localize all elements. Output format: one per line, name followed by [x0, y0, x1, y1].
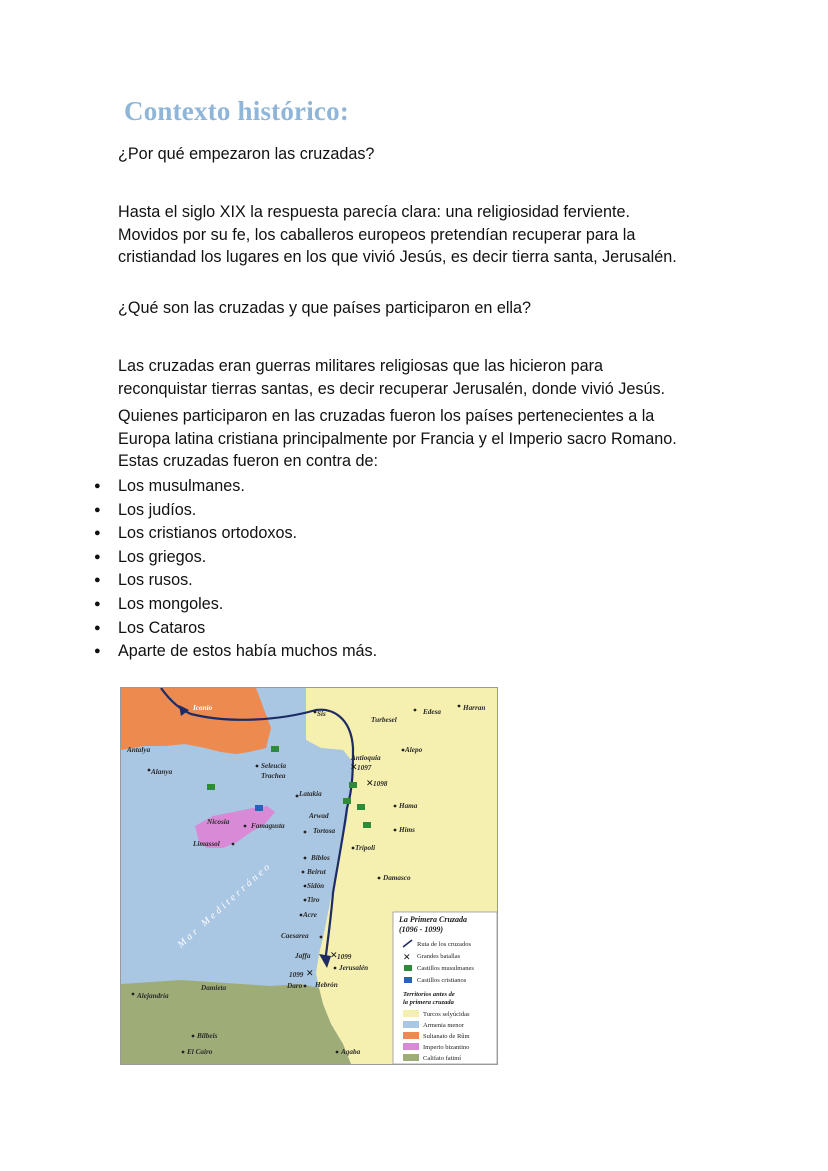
legend-swatch-rum	[403, 1032, 419, 1039]
battle-x-icon: ✕	[403, 953, 411, 963]
place-antalya: Antalya	[127, 746, 151, 754]
city-dot	[148, 769, 151, 772]
city-dot	[394, 829, 397, 832]
list-item-text: Los Cataros	[118, 618, 206, 637]
legend-swatch-byzantine	[403, 1043, 419, 1050]
muslim-castle-icon	[343, 798, 351, 804]
bullet-icon: ●	[94, 527, 101, 540]
muslim-castle-icon	[271, 746, 279, 752]
text-line: Hasta el siglo XIX la respuesta parecía clara: una religiosidad ferviente.	[118, 203, 630, 221]
place-seleucia-trachea: Trachea	[261, 772, 286, 780]
place-seleucia: Seleucia	[261, 762, 287, 770]
place-damasco: Damasco	[383, 874, 411, 882]
place-limassol: Limassol	[193, 840, 220, 848]
answer-what-crusades	[118, 355, 738, 400]
legend-box	[393, 912, 497, 1064]
place-jerusalen: Jerusalén	[339, 964, 369, 972]
place-sidon: Sidón	[307, 882, 325, 890]
battle-x-icon: ✕	[330, 951, 338, 961]
muslim-castle-icon	[357, 804, 365, 810]
place-harran: Harran	[463, 704, 486, 712]
legend-swatch-armenia	[403, 1021, 419, 1028]
place-bilbeis: Bilbeis	[197, 1032, 218, 1040]
bullet-icon: ●	[94, 503, 101, 516]
place-latakia: Latakia	[299, 790, 322, 798]
battle-x-icon: ✕	[366, 779, 374, 789]
text-line: Las cruzadas eran guerras militares religiosas que las hicieron para	[118, 357, 603, 375]
list-item	[94, 640, 377, 664]
legend-swatch-seljuk	[403, 1010, 419, 1017]
muslim-castle-icon	[404, 965, 412, 971]
city-dot	[414, 709, 417, 712]
place-tortosa: Tortosa	[313, 827, 336, 835]
city-dot	[394, 805, 397, 808]
enemies-list	[94, 475, 377, 664]
place-jaffa: Jaffa	[295, 952, 311, 960]
city-dot	[244, 825, 247, 828]
list-item	[94, 475, 377, 499]
bullet-icon: ●	[94, 645, 101, 658]
list-item-text: Los griegos.	[118, 547, 207, 566]
muslim-castle-icon	[349, 782, 357, 788]
place-iconio: Iconio	[193, 704, 213, 712]
battle-year-1099: 1099	[337, 953, 352, 961]
answer-participants	[118, 405, 738, 473]
bullet-icon: ●	[94, 621, 101, 634]
city-dot	[378, 877, 381, 880]
place-tripoli: Trípoli	[355, 844, 376, 852]
place-turbesel: Turbesel	[371, 716, 397, 724]
place-antioquia: Antioquia	[351, 754, 381, 762]
place-beirut: Beirut	[307, 868, 326, 876]
place-arwad: Arwad	[309, 812, 329, 820]
legend-battles: Grandes batallas	[417, 953, 461, 960]
place-sis: Sis	[317, 710, 326, 718]
legend-muslim-castles: Castillos musulmanes	[417, 965, 474, 972]
list-item-text: Los cristianos ortodoxos.	[118, 524, 298, 543]
legend-byzantine: Imperio bizantino	[423, 1044, 470, 1051]
text-line: reconquistar tierras santas, es decir recuperar Jerusalén, donde vivió Jesús.	[118, 379, 666, 398]
battle-x-icon: ✕	[306, 969, 314, 979]
battle-year-1099: 1099	[289, 971, 304, 979]
answer-why-crusades	[118, 201, 738, 269]
place-hama: Hama	[399, 802, 418, 810]
map-svg	[121, 688, 497, 1064]
muslim-castle-icon	[207, 784, 215, 790]
christian-castle-icon	[404, 977, 412, 983]
list-item-text: Los mongoles.	[118, 594, 224, 613]
bullet-icon: ●	[94, 480, 101, 492]
battle-x-icon: ✕	[350, 763, 358, 773]
place-alepo: Alepo	[405, 746, 423, 754]
list-item-text: Los musulmanes.	[118, 477, 245, 495]
legend-fatimid: Califato fatimí	[423, 1055, 462, 1062]
city-dot	[132, 993, 135, 996]
city-dot	[296, 795, 299, 798]
city-dot	[458, 705, 461, 708]
place-aqaba: Aqaba	[341, 1048, 361, 1056]
place-hims: Hims	[399, 826, 415, 834]
city-dot	[334, 967, 337, 970]
bullet-icon: ●	[94, 597, 101, 610]
city-dot	[300, 914, 303, 917]
list-item	[94, 546, 377, 570]
battle-year-1098: 1098	[373, 780, 388, 788]
city-dot	[304, 831, 307, 834]
legend-territories-title: Territorios antes de	[403, 991, 455, 998]
city-dot	[302, 871, 305, 874]
city-dot	[402, 749, 405, 752]
city-dot	[336, 1051, 339, 1054]
place-tiro: Tiro	[307, 896, 320, 904]
battle-year-1097: 1097	[357, 764, 372, 772]
list-item	[94, 522, 377, 546]
list-item-text: Aparte de estos había muchos más.	[118, 642, 378, 661]
list-item-text: Los judíos.	[118, 500, 197, 519]
map-legend	[393, 912, 497, 1064]
city-dot	[352, 847, 355, 850]
legend-period: (1096 - 1099)	[399, 925, 443, 934]
bullet-icon: ●	[94, 574, 101, 587]
city-dot	[192, 1035, 195, 1038]
city-dot	[320, 936, 323, 939]
sea-name: Mar Mediterráneo	[175, 859, 275, 951]
place-daro: Daro	[287, 982, 303, 990]
city-dot	[304, 885, 307, 888]
place-edesa: Edesa	[423, 708, 441, 716]
text-line: Estas cruzadas fueron en contra de:	[118, 452, 379, 470]
place-caesarea: Caesarea	[281, 932, 309, 940]
place-alanya: Alanya	[151, 768, 173, 776]
city-dot	[232, 843, 235, 846]
city-dot	[304, 857, 307, 860]
legend-armenia: Armenia menor	[423, 1022, 464, 1029]
legend-territories-title: la primera cruzada	[403, 999, 454, 1006]
christian-castle-icon	[255, 805, 263, 811]
place-alejandria: Alejandría	[137, 992, 169, 1000]
question-what-crusades: ¿Qué son las cruzadas y que países participaron en ella?	[118, 299, 532, 317]
place-nicosia: Nicosia	[207, 818, 230, 826]
question-why-crusades: ¿Por qué empezaron las cruzadas?	[118, 145, 375, 163]
city-dot	[182, 1051, 185, 1054]
place-hebron: Hebrón	[315, 981, 338, 989]
legend-christian-castles: Castillos cristianos	[417, 977, 467, 984]
list-item	[94, 617, 377, 641]
list-item	[94, 569, 377, 593]
place-biblos: Biblos	[311, 854, 330, 862]
list-item	[94, 499, 377, 523]
city-dot	[314, 711, 317, 714]
place-acre: Acre	[303, 911, 317, 919]
place-elcairo: El Cairo	[187, 1048, 213, 1056]
text-line: Europa latina cristiana principalmente por Francia y el Imperio sacro Romano.	[118, 429, 677, 448]
list-item-text: Los rusos.	[118, 571, 193, 590]
legend-rum: Sultanato de Rûm	[423, 1033, 470, 1040]
rum-territory	[121, 688, 271, 754]
page-title: Contexto histórico:	[124, 96, 350, 126]
text-line: cristiandad los lugares en los que vivió Jesús, es decir tierra santa, Jerusalén.	[118, 248, 677, 266]
legend-title: La Primera Cruzada	[399, 915, 468, 924]
legend-seljuk: Turcos selyúcidas	[423, 1011, 470, 1018]
legend-swatch-fatimid	[403, 1054, 419, 1061]
place-damieta: Damieta	[201, 984, 227, 992]
place-famagusta: Famagusta	[251, 822, 285, 830]
city-dot	[304, 899, 307, 902]
bullet-icon: ●	[94, 550, 101, 563]
text-line: Movidos por su fe, los caballeros europeos pretendían recuperar para la	[118, 225, 636, 244]
first-crusade-map	[120, 687, 498, 1065]
list-item	[94, 593, 377, 617]
city-dot	[304, 985, 307, 988]
legend-route: Ruta de los cruzados	[417, 941, 471, 948]
text-line: Quienes participaron en las cruzadas fueron los países pertenecientes a la	[118, 407, 655, 425]
muslim-castle-icon	[363, 822, 371, 828]
city-dot	[256, 765, 259, 768]
